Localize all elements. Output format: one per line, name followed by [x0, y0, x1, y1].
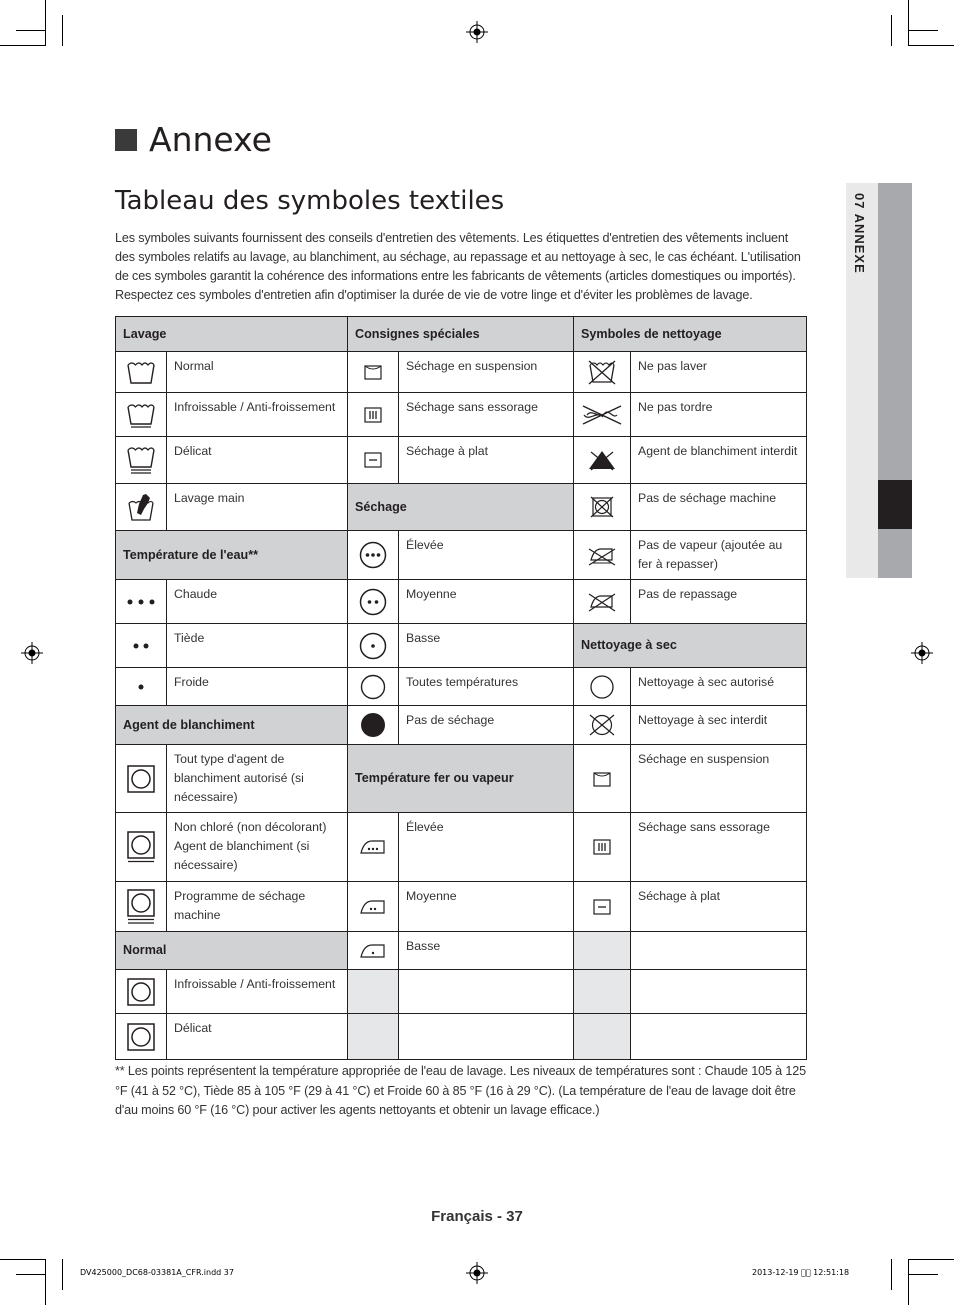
hang-dry-icon: [348, 352, 399, 393]
do-not-wring-icon: [574, 393, 631, 437]
no-steam-icon: [574, 531, 631, 580]
crop-mark: [45, 1259, 46, 1305]
table-cell: Séchage à plat: [631, 882, 807, 932]
section-header-sechage: Séchage: [348, 484, 574, 531]
table-cell: Séchage sans essorage: [631, 813, 807, 882]
table-cell: Basse: [399, 932, 574, 970]
page-heading: [115, 120, 272, 159]
no-heat-icon: [348, 706, 399, 745]
empty-cell: [348, 970, 399, 1014]
table-cell: Pas de repassage: [631, 580, 807, 624]
crop-mark: [62, 1259, 63, 1290]
empty-cell: [574, 932, 631, 970]
dry-clean-icon: [574, 668, 631, 706]
crop-mark: [908, 30, 938, 31]
textile-symbols-table: [115, 316, 807, 1060]
empty-cell: [631, 1014, 807, 1060]
column-header-consignes: Consignes spéciales: [348, 317, 574, 352]
empty-cell: [399, 970, 574, 1014]
section-header-fer: Température fer ou vapeur: [348, 745, 574, 813]
table-cell: Moyenne: [399, 580, 574, 624]
table-cell: Délicat: [167, 437, 348, 484]
footnote: ** Les points représentent la température appropriée de l'eau de lavage. Les niveaux de températures sont : Chaude 105 à 125 °F (41 à 52 °C), Tiède 85 à 105 °F (29 à 41 °C) et Froide 60 à 85 °F (16 à 29 °C). (La température de l'eau de lavage doit être d'au moins 60 °F (16 °C) pour activer les agents nettoyants et obtenir un lavage efficace.): [115, 1064, 806, 1117]
iron-medium-icon: [348, 882, 399, 932]
table-cell: Élevée: [399, 813, 574, 882]
empty-cell: [631, 932, 807, 970]
empty-cell: [348, 1014, 399, 1060]
table-cell: Moyenne: [399, 882, 574, 932]
page-title: Annexe: [149, 120, 272, 159]
dry-flat-icon: [348, 437, 399, 484]
table-cell: Tout type d'agent de blanchiment autorisé (si nécessaire): [167, 745, 348, 813]
table-cell: Basse: [399, 624, 574, 668]
wash-normal-icon: [116, 352, 167, 393]
drip-dry-icon-2: [574, 813, 631, 882]
tumble-dry-icon: [116, 745, 167, 813]
table-cell: Ne pas tordre: [631, 393, 807, 437]
do-not-bleach-icon: [574, 437, 631, 484]
hang-dry-icon-2: [574, 745, 631, 813]
section-header-temperature: Température de l'eau**: [116, 531, 348, 580]
side-tab-marker: [878, 480, 912, 529]
crop-mark: [908, 1259, 954, 1260]
table-cell: Pas de vapeur (ajoutée au fer à repasser): [631, 531, 807, 580]
drip-dry-icon: [348, 393, 399, 437]
crop-mark: [908, 0, 909, 46]
crop-mark: [45, 0, 46, 46]
table-cell: Séchage en suspension: [399, 352, 574, 393]
iron-low-icon: [348, 932, 399, 970]
do-not-tumble-dry-icon: [574, 484, 631, 531]
do-not-iron-icon: [574, 580, 631, 624]
tumble-dry-delicate-icon: [116, 882, 167, 932]
registration-mark-icon: [21, 642, 43, 664]
crop-mark: [62, 15, 63, 46]
table-cell: Infroissable / Anti-froissement: [167, 970, 348, 1014]
dry-medium-heat-icon: [348, 580, 399, 624]
table-cell: Séchage sans essorage: [399, 393, 574, 437]
table-cell: Séchage à plat: [399, 437, 574, 484]
table-cell: Normal: [167, 352, 348, 393]
tumble-dry-permanent-press-icon-2: [116, 970, 167, 1014]
dry-low-heat-icon: [348, 624, 399, 668]
table-cell: Non chloré (non décolorant) Agent de blanchiment (si nécessaire): [167, 813, 348, 882]
hot-temperature-icon: [116, 580, 167, 624]
crop-mark: [0, 45, 46, 46]
table-cell: Élevée: [399, 531, 574, 580]
section-title: Tableau des symboles textiles: [115, 186, 505, 216]
heading-square-icon: [115, 129, 137, 151]
table-cell: Lavage main: [167, 484, 348, 531]
table-cell: Froide: [167, 668, 348, 706]
iron-high-icon: [348, 813, 399, 882]
tumble-dry-permanent-press-icon: [116, 813, 167, 882]
tumble-dry-delicate-icon-2: [116, 1014, 167, 1060]
table-cell: Nettoyage à sec autorisé: [631, 668, 807, 706]
section-header-agent: Agent de blanchiment: [116, 706, 348, 745]
empty-cell: [631, 970, 807, 1014]
table-cell: Chaude: [167, 580, 348, 624]
empty-cell: [574, 1014, 631, 1060]
table-cell: Pas de séchage machine: [631, 484, 807, 531]
section-header-nettoyage-sec: Nettoyage à sec: [574, 624, 807, 668]
do-not-wash-icon: [574, 352, 631, 393]
registration-mark-icon: [466, 1262, 488, 1284]
crop-mark: [908, 45, 954, 46]
crop-mark: [891, 15, 892, 46]
table-cell: Toutes températures: [399, 668, 574, 706]
dry-high-heat-icon: [348, 531, 399, 580]
cold-temperature-icon: [116, 668, 167, 706]
table-cell: Délicat: [167, 1014, 348, 1060]
column-header-nettoyage: Symboles de nettoyage: [574, 317, 807, 352]
crop-mark: [16, 1274, 46, 1275]
section-header-normal: Normal: [116, 932, 348, 970]
empty-cell: [574, 970, 631, 1014]
crop-mark: [908, 1259, 909, 1305]
dry-flat-icon-2: [574, 882, 631, 932]
table-cell: Ne pas laver: [631, 352, 807, 393]
table-cell: Pas de séchage: [399, 706, 574, 745]
file-info: DV425000_DC68-03381A_CFR.indd 37: [80, 1268, 234, 1277]
wash-permanent-press-icon: [116, 393, 167, 437]
table-cell: Tiède: [167, 624, 348, 668]
table-cell: Agent de blanchiment interdit: [631, 437, 807, 484]
wash-delicate-icon: [116, 437, 167, 484]
dry-any-heat-icon: [348, 668, 399, 706]
table-cell: Nettoyage à sec interdit: [631, 706, 807, 745]
do-not-dry-clean-icon: [574, 706, 631, 745]
registration-mark-icon: [911, 642, 933, 664]
print-date: 2013-12-19    12:51:18: [752, 1268, 850, 1277]
chapter-side-tab: [846, 183, 912, 578]
page-number: Français - 37: [431, 1208, 523, 1225]
intro-paragraph: Les symboles suivants fournissent des conseils d'entretien des vêtements. Les étiquettes d'entretien des vêtements incluent des symboles relatifs au lavage, au blanchiment, au séchage, au repassage et au nettoyage à sec, le cas échéant. L'utilisation de ces symboles garantit la cohérence des informations entre les fabricants de vêtements (articles domestiques ou importés). Respectez ces symboles d'entretien afin d'optimiser la durée de vie de votre linge et d'éviter les problèmes de lavage.: [115, 231, 801, 302]
empty-cell: [399, 1014, 574, 1060]
hand-wash-icon: [116, 484, 167, 531]
registration-mark-icon: [466, 21, 488, 43]
crop-mark: [0, 1259, 46, 1260]
side-tab-label: 07 ANNEXE: [852, 193, 867, 274]
warm-temperature-icon: [116, 624, 167, 668]
table-cell: Infroissable / Anti-froissement: [167, 393, 348, 437]
table-cell: Programme de séchage machine: [167, 882, 348, 932]
column-header-lavage: Lavage: [116, 317, 348, 352]
table-cell: Séchage en suspension: [631, 745, 807, 813]
crop-mark: [891, 1259, 892, 1290]
crop-mark: [908, 1274, 938, 1275]
crop-mark: [16, 30, 46, 31]
